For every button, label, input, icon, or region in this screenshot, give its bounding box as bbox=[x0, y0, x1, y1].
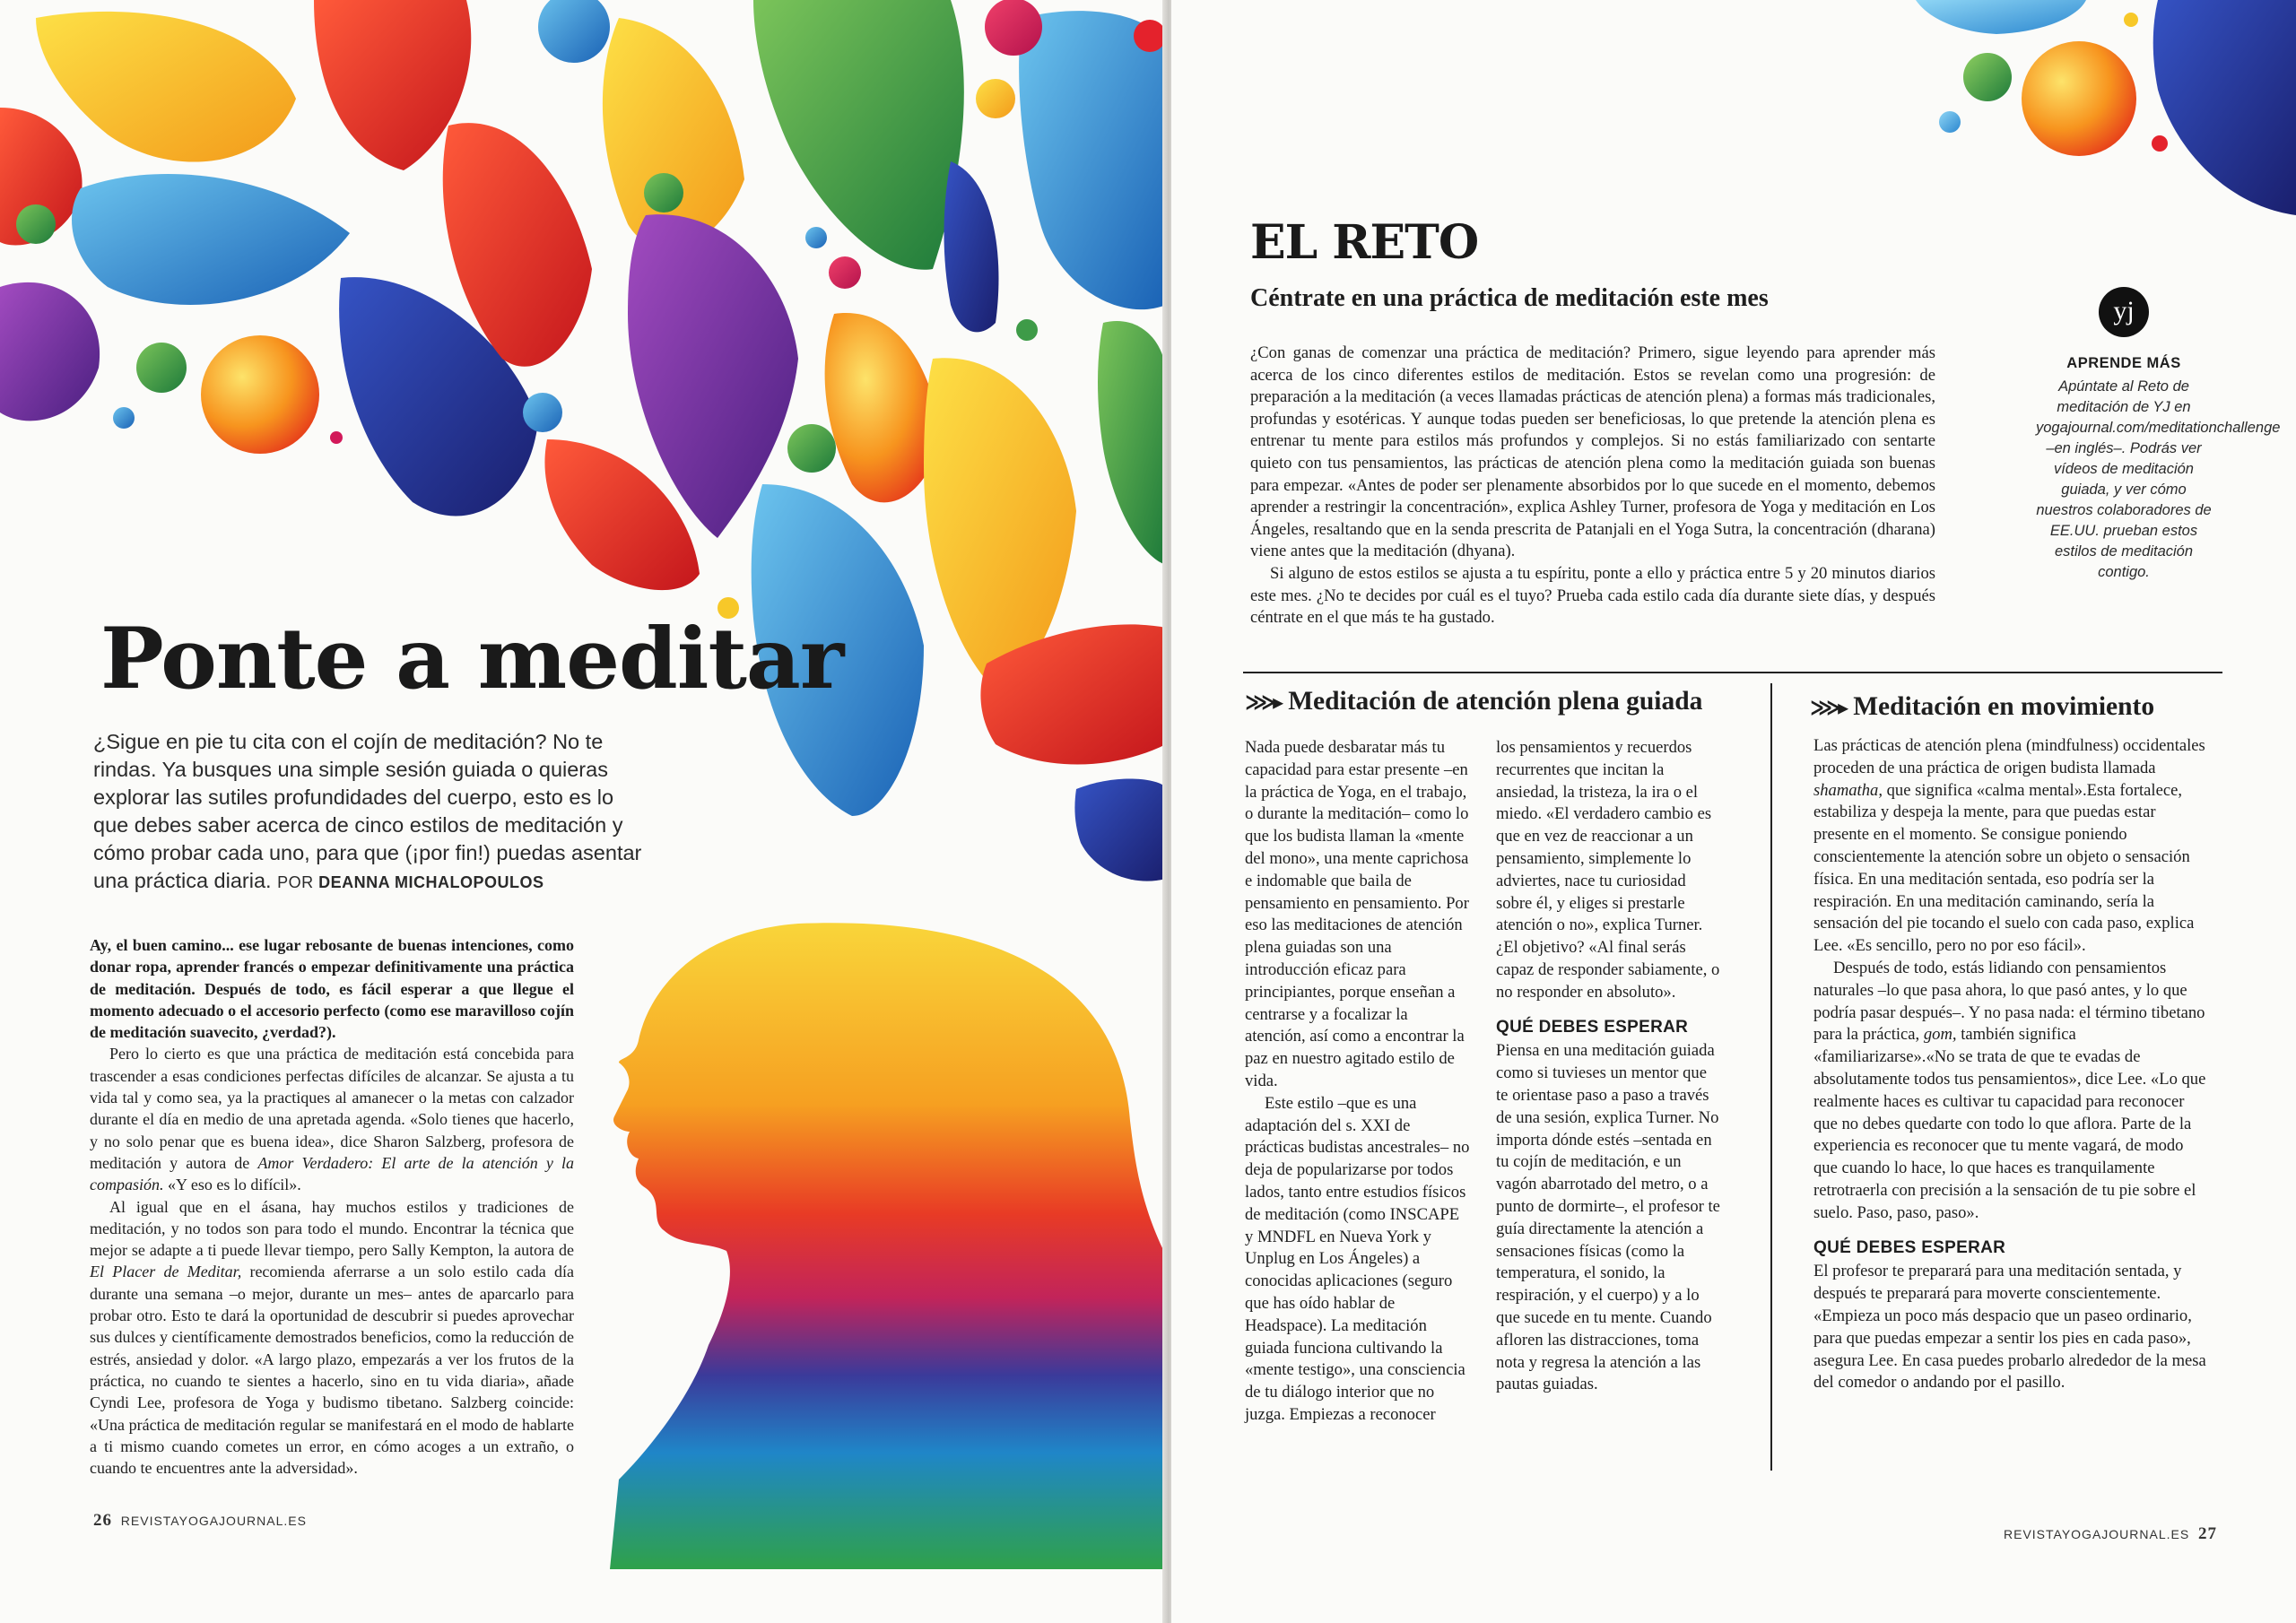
text-run: también significa «familiarizarse».«No se trata de que te evadas de absolutamente todos tus pensamientos», dice Lee. «Lo que realmente haces es cultivar tu capacidad para reconocer que no debes quedarte con todo lo que aflora. Parte de la experiencia es reconocer que tu mente vagará, de modo que cuando lo hace, lo que haces es tranquilamente retrotraerla con precisión a la sensación de tu pie sobre el suelo. Paso, paso, paso». bbox=[1813, 1025, 2206, 1222]
body-paragraph: Piensa en una meditación guiada como si tuvieses un mentor que te orientase paso a paso a través de una sesión, explica Turner. No importa dónde estés –sentada en tu cojín de meditación, e un vagón abarrotado del metro, o a punto de dormirte–, el profesor te guía directamente la atención a sensaciones físicas (como la temperatura, el sonido, la respiración, y el cuerpo) y a lo que sucede en tu mente. Cuando afloren las distracciones, toma nota y regresa la atención a las pautas guiadas. bbox=[1496, 1041, 1720, 1394]
folio-site: REVISTAYOGAJOURNAL.ES bbox=[120, 1514, 307, 1528]
byline-prefix: POR bbox=[277, 873, 314, 891]
term: shamatha, bbox=[1813, 780, 1883, 800]
dot-shape bbox=[805, 227, 827, 248]
body-paragraph: Este estilo –que es una adaptación del s. XXI de prácticas budistas ancestrales– no deja de popularizarse por todos lados, tanto entre estudios físicos de meditación (como INSCAPE y MNDFL en Nueva York y Unplug en Los Ángeles) a conocidas aplicaciones (seguro que has oído hablar de Headspace). La meditación guiada funciona cultivando la «mente testigo», una consciencia de tu diálogo interior que no juzga. Empiezas a reconocer bbox=[1245, 1093, 1470, 1424]
drop-shape bbox=[1074, 778, 1166, 881]
book-title: El Placer de Meditar, bbox=[90, 1263, 242, 1281]
dot-shape bbox=[1016, 319, 1038, 341]
drop-shape bbox=[0, 282, 100, 421]
page-folio-left bbox=[93, 1511, 307, 1531]
drop-shape bbox=[753, 0, 964, 270]
dot-shape bbox=[985, 0, 1042, 56]
dot-shape bbox=[136, 343, 187, 393]
yj-logo: yj bbox=[2099, 287, 2149, 337]
drop-shape bbox=[603, 18, 744, 248]
dot-shape bbox=[2124, 13, 2138, 27]
text-run: Después de todo, estás lidiando con pensamientos naturales –lo que pasa ahora, lo que pasó antes, y lo que podría pasar después–. Y no pasa nada: el término tibetano para la práctica, bbox=[1813, 958, 2205, 1045]
body-paragraph bbox=[90, 1043, 574, 1195]
guided-column-2 bbox=[1496, 737, 1722, 1396]
body-paragraph bbox=[1813, 735, 2208, 958]
section-title-movement bbox=[1810, 692, 2154, 722]
drop-shape bbox=[944, 161, 999, 332]
movement-column bbox=[1813, 735, 2208, 1394]
dot-shape bbox=[113, 407, 135, 429]
dot-shape bbox=[2152, 135, 2168, 152]
drop-shape bbox=[1019, 11, 1166, 309]
challenge-subtitle: Céntrate en una práctica de meditación este mes bbox=[1250, 284, 1769, 312]
sidebar-heading: APRENDE MÁS bbox=[2066, 355, 2181, 371]
head-silhouette bbox=[610, 923, 1166, 1569]
section-divider bbox=[1243, 672, 2222, 673]
arrow-icon: ⋙▸ bbox=[1245, 690, 1282, 715]
dot-shape bbox=[976, 79, 1015, 118]
page-number: 26 bbox=[93, 1511, 112, 1530]
text-run: «Y eso es lo difícil». bbox=[168, 1176, 301, 1194]
deck-text: ¿Sigue en pie tu cita con el cojín de meditación? No te rindas. Ya busques una simple sesión guiada o quieras explorar las sutiles profundidades del cuerpo, esto es lo que debes saber acerca de cinco estilos de meditación y cómo probar cada uno, para que (¡por fin!) puedas asentar una práctica diaria. bbox=[93, 730, 642, 892]
folio-site: REVISTAYOGAJOURNAL.ES bbox=[2004, 1527, 2190, 1541]
body-paragraph: los pensamientos y recuerdos recurrentes que incitan la ansiedad, la tristeza, la ira o el miedo. «El verdadero cambio es que en vez de reaccionar a un pensamiento, simplemente lo adviertes, nace tu curiosidad sobre él, y eliges si prestarle atención o no», explica Turner. ¿El objetivo? «Al final serás capaz de responder sabiamente, o no responder en absoluto». bbox=[1496, 738, 1720, 1002]
drop-shape bbox=[2153, 0, 2296, 215]
article-body-left bbox=[90, 934, 574, 1479]
dot-shape bbox=[787, 424, 836, 473]
dot-shape bbox=[16, 204, 56, 244]
lead-paragraph: Ay, el buen camino... ese lugar rebosante de buenas intenciones, como donar ropa, aprender francés o empezar definitivamente una práctica de meditación. Después de todo, es fácil esperar a que llegue el momento adecuado o el accesorio perfecto (como ese maravilloso cojín de meditación suavecito, ¿verdad?). bbox=[90, 936, 574, 1042]
drop-shape bbox=[36, 12, 296, 162]
book-title: Amor Verdadero: El arte de la atención y la compasión. bbox=[90, 1153, 575, 1194]
byline-author: DEANNA MICHALOPOULOS bbox=[318, 873, 544, 891]
column-divider bbox=[1770, 683, 1772, 1471]
text-run: recomienda aferrarse a un solo estilo cada día durante una semana –o mejor, durante un mes– antes de aparcarlo para probar otro. Esto te dará la oportunidad de descubrir si puedes aprovechar sus dulces y científicamente demostrados beneficios, como la reducción de estrés, ansiedad y dolor. «A largo plazo, empezarás a ver los frutos de la práctica, no cuando te sientes a hacerlo, sino en tu vida diaria», añade Cyndi Lee, profesora de Yoga y budismo tibetano. Salzberg coincide: «Una práctica de meditación regular se manifestará en el modo de hablarte a ti mismo cuando cometes un error, en cómo acoges a un extraño, o cuando te encuentres ante la adversidad». bbox=[90, 1263, 575, 1478]
corner-illustration bbox=[1171, 0, 2296, 233]
section-title-guided bbox=[1245, 687, 1702, 716]
dot-shape bbox=[2022, 41, 2136, 156]
body-paragraph bbox=[90, 1196, 574, 1480]
byline bbox=[277, 873, 544, 891]
dot-shape bbox=[201, 335, 319, 454]
text-run: que significa «calma mental».Esta fortalece, estabiliza y despeja la mente, para que puedas estar presente en el momento. Se consigue poniendo conscientemente la atención sobre un objeto o sensación física. En una meditación sentada, eso podría ser la respiración. En una meditación caminando, sería la sensación del pie tocando el suelo con cada paso, explica Lee. «Es sencillo, pero no por eso fácil». bbox=[1813, 780, 2195, 956]
body-paragraph: Nada puede desbaratar más tu capacidad para estar presente –en la práctica de Yoga, en el trabajo, o durante la meditación– como lo que los budista llaman la «mente del mono», una mente caprichosa e indomable que baila de pensamiento en pensamiento. Por eso las meditaciones de atención plena guiadas son una introducción eficaz para principiantes, porque enseñan a centrarse y a focalizar la atención, así como a encontrar la paz en nuestro agitado estilo de vida. bbox=[1245, 738, 1469, 1090]
sidebar-text: Apúntate al Reto de meditación de YJ en yogajournal.com/meditationchallenge –en inglés–. Podrás ver vídeos de meditación guiada, y ver cómo nuestros colaboradores de EE.UU. prueban estos estilos de meditación contigo. bbox=[2036, 378, 2281, 580]
page-folio-right bbox=[2004, 1524, 2217, 1544]
subhead-what-to-expect: QUÉ DEBES ESPERAR bbox=[1813, 1237, 2006, 1257]
dot-shape bbox=[538, 0, 610, 63]
dot-shape bbox=[1134, 20, 1166, 52]
text-run: Pero lo cierto es que una práctica de meditación está concebida para trascender a esas condiciones perfectas difíciles de alcanzar. Se ajusta a tu vida tal y como sea, ya la practiques al amanecer o la metas con calzador durante el día en medio de una apretada agenda. «Solo tienes que hacerlo, y no solo penar que es buena idea», dice Sharon Salzberg, profesora de meditación y autora de bbox=[90, 1045, 574, 1172]
section-title-text: Meditación en movimiento bbox=[1853, 692, 2155, 721]
dot-shape bbox=[829, 256, 861, 289]
drop-shape bbox=[72, 174, 350, 305]
text-run: Al igual que en el ásana, hay muchos estilos y tradiciones de meditación, y no todos son para todo el mundo. Encontrar la técnica que mejor se adapte a ti puede llevar tiempo, pero Sally Kempton, la autora de bbox=[90, 1197, 574, 1260]
dot-shape bbox=[644, 173, 683, 213]
intro-paragraph: ¿Con ganas de comenzar una práctica de meditación? Primero, sigue leyendo para aprender más acerca de los cinco diferentes estilos de meditación. Estos se revelan como una progresión: de preparación a la meditación (a veces llamadas prácticas de atención plena) a formas más tradicionales, profundas y esotéricas. Y aunque todas pueden ser beneficiosas, lo que pretende la atención plena es entrenar tu mente para estilos más profundos y complejos. Si no estás familiarizado con sentarte quieto con tus pensamientos, las prácticas de atención plena como la meditación guiada son buenas para empezar. «Antes de poder ser plenamente absorbidos por lo que sucede en el momento, debemos aprender a restringir la concentración», explica Ashley Turner, profesora de Yoga y meditación en Los Ángeles, resaltando que en la senda prescrita de Patanjali en el Yoga Sutra, la concentración (dharana) viene antes que la meditación (dhyana). bbox=[1250, 343, 1935, 561]
body-paragraph: El profesor te preparará para una meditación sentada, y después te preparará para moverte conscientemente. «Empieza un poco más despacio que un paseo ordinario, para que puedas empezar a sentir los pies en cada paso», asegura Lee. En casa puedes probarlo alrededor de la mesa del comedor o andando por el pasillo. bbox=[1813, 1262, 2206, 1393]
arrow-icon: ⋙▸ bbox=[1810, 695, 1847, 720]
body-paragraph bbox=[1813, 958, 2208, 1225]
challenge-intro bbox=[1250, 343, 1935, 629]
guided-column-1 bbox=[1245, 737, 1471, 1427]
dot-shape bbox=[1963, 53, 2012, 101]
article-headline: Ponte a meditar bbox=[100, 610, 844, 708]
dot-shape bbox=[330, 431, 343, 444]
page-number: 27 bbox=[2197, 1524, 2217, 1543]
section-title-text: Meditación de atención plena guiada bbox=[1288, 687, 1703, 716]
drop-shape bbox=[1916, 0, 2086, 34]
article-deck bbox=[93, 728, 649, 897]
text-run: Las prácticas de atención plena (mindfulness) occidentales proceden de una práctica de origen budista llamada bbox=[1813, 736, 2205, 777]
drop-shape bbox=[1098, 321, 1166, 565]
term: gom, bbox=[1923, 1025, 1957, 1045]
dot-shape bbox=[523, 393, 562, 432]
intro-paragraph: Si alguno de estos estilos se ajusta a tu espíritu, ponte a ello y práctica entre 5 y 20 minutos diarios este mes. ¿No te decides por cuál es el tuyo? Prueba cada estilo cada día durante siete días, y después céntrate en el que más te ha gustado. bbox=[1250, 563, 1935, 628]
dot-shape bbox=[1939, 111, 1961, 133]
challenge-title: EL RETO bbox=[1250, 215, 1479, 270]
subhead-what-to-expect: QUÉ DEBES ESPERAR bbox=[1496, 1017, 1689, 1037]
